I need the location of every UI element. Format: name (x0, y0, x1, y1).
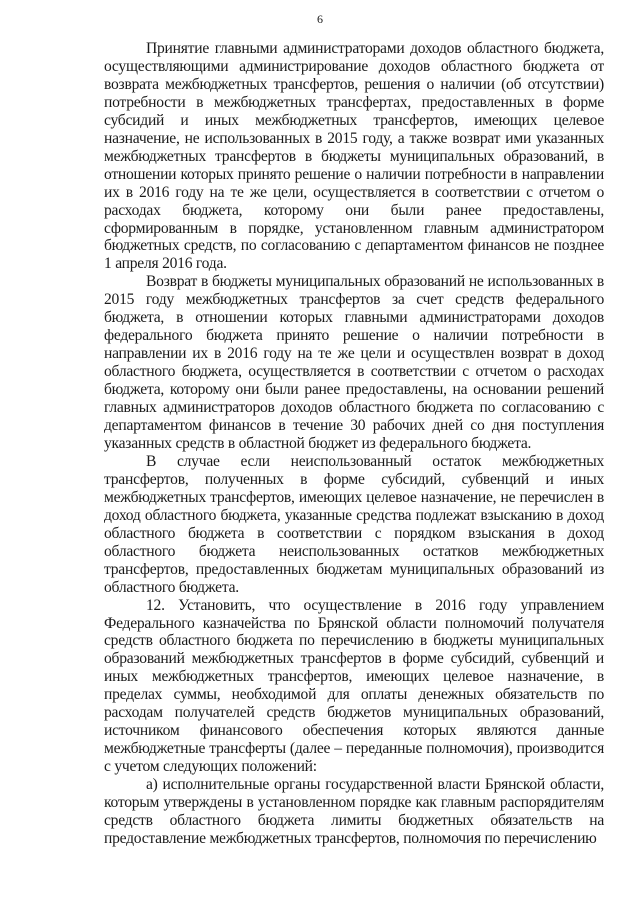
paragraph-federal-return: Возврат в бюджеты муниципальных образований не использованных в 2015 году межбюджетных трансфертов за счет средств федерального бюджета, в отношении которых главными администраторами доходов федерального бюджета принято решение о наличии потребности в направлении их в 2016 году на те же цели и осуществлен возврат в доход областного бюджета, осуществляется в соответствии с отчетом о расходах бюджета, которому они были ранее предоставлены, на основании решений главных администраторов доходов областного бюджета по согласованию с департаментом финансов в течение 30 рабочих дней со дня поступления указанных средств в областной бюджет из федерального бюджета. (104, 273, 604, 452)
paragraph-subitem-a: а) исполнительные органы государственной власти Брянской области, которым утверждены в установленном порядке как главным распорядителям средств областного бюджета лимиты бюджетных обязательств на предоставление межбюджетных трансфертов, полномочия по перечислению (104, 776, 604, 847)
page-number: 6 (317, 12, 323, 26)
paragraph-return-decision: Принятие главными администраторами доходов областного бюджета, осуществляющими администрирование доходов областного бюджета от возврата межбюджетных трансфертов, решения о наличии (об отсутствии) потребности в межбюджетных трансфертах, предоставленных в форме субсидий и иных межбюджетных трансфертов, имеющих целевое назначение, не использованных в 2015 году, а также возврат ими указанных межбюджетных трансфертов в бюджеты муниципальных образований, в отношении которых принято решение о наличии потребности в направлении их в 2016 году на те же цели, осуществляется в соответствии с отчетом о расходах бюджета, которому они были ранее предоставлены, сформированным в порядке, установленном главным администратором бюджетных средств, по согласованию с департаментом финансов не позднее 1 апреля 2016 года. (104, 40, 604, 273)
paragraph-item-12: 12. Установить, что осуществление в 2016 году управлением Федерального казначейства по Брянской области полномочий получателя средств областного бюджета по перечислению в бюджеты муниципальных образований межбюджетных трансфертов в форме субсидий, субвенций и иных межбюджетных трансфертов, имеющих целевое назначение, в пределах суммы, необходимой для оплаты денежных обязательств по расходам получателей средств бюджетов муниципальных образований, источником финансового обеспечения которых являются данные межбюджетные трансферты (далее – переданные полномочия), производится с учетом следующих положений: (104, 596, 604, 776)
document-body (104, 40, 604, 848)
paragraph-unused-balance: В случае если неиспользованный остаток межбюджетных трансфертов, полученных в форме субсидий, субвенций и иных межбюджетных трансфертов, имеющих целевое назначение, не перечислен в доход областного бюджета, указанные средства подлежат взысканию в доход областного бюджета в соответствии с порядком взыскания в доход областного бюджета неиспользованных остатков межбюджетных трансфертов, предоставленных бюджетам муниципальных образований из областного бюджета. (104, 452, 604, 596)
